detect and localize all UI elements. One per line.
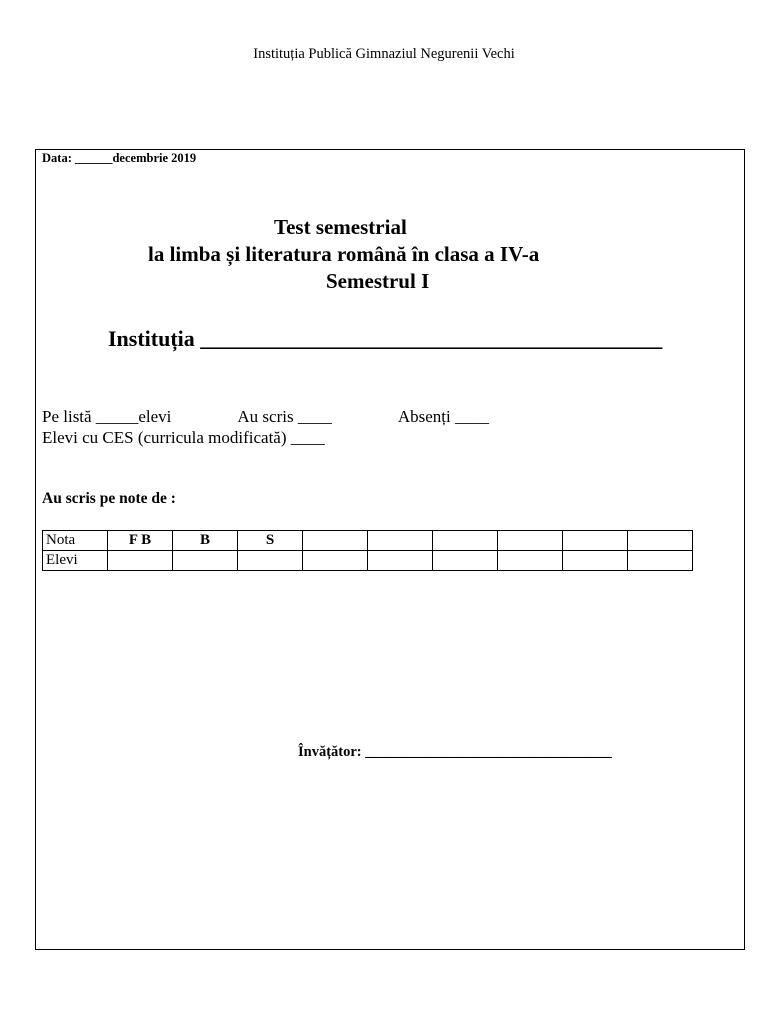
table-cell xyxy=(433,551,498,571)
table-cell xyxy=(498,551,563,571)
table-cell: Elevi xyxy=(43,551,108,571)
table-cell: Nota xyxy=(43,531,108,551)
table-cell xyxy=(238,551,303,571)
student-stats xyxy=(42,406,489,448)
test-title xyxy=(36,214,746,295)
table-cell xyxy=(433,531,498,551)
table-cell xyxy=(303,551,368,571)
table-cell xyxy=(563,531,628,551)
teacher-signature-line: Învățător: __________________________________ xyxy=(298,744,612,760)
date-line: Data: ______decembrie 2019 xyxy=(42,151,197,165)
stats-au-scris: Au scris ____ xyxy=(237,407,332,426)
stats-row-1 xyxy=(42,406,489,427)
table-cell xyxy=(498,531,563,551)
title-line-2: la limba și literatura română în clasa a IV-a xyxy=(148,242,540,266)
table-cell xyxy=(368,551,433,571)
grades-heading: Au scris pe note de : xyxy=(42,490,176,507)
table-row xyxy=(43,551,693,571)
table-cell: B xyxy=(173,531,238,551)
table-cell: S xyxy=(238,531,303,551)
stats-absenti: Absenți ____ xyxy=(397,407,489,426)
table-cell xyxy=(628,531,693,551)
table-cell: F B xyxy=(108,531,173,551)
table-cell xyxy=(173,551,238,571)
table-cell xyxy=(303,531,368,551)
school-header: Instituția Publică Gimnaziul Negurenii Vechi xyxy=(253,46,515,62)
table-cell xyxy=(628,551,693,571)
title-line-1: Test semestrial xyxy=(274,215,407,239)
test-form-frame xyxy=(35,149,745,950)
table-cell xyxy=(108,551,173,571)
table-cell xyxy=(368,531,433,551)
institution-line: Instituția __________________________________________ xyxy=(108,326,663,351)
title-line-3: Semestrul I xyxy=(326,269,430,293)
table-cell xyxy=(563,551,628,571)
stats-pe-lista: Pe listă _____elevi xyxy=(42,407,172,426)
grades-table xyxy=(42,530,693,571)
table-row xyxy=(43,531,693,551)
stats-ces: Elevi cu CES (curricula modificată) ____ xyxy=(42,428,325,447)
